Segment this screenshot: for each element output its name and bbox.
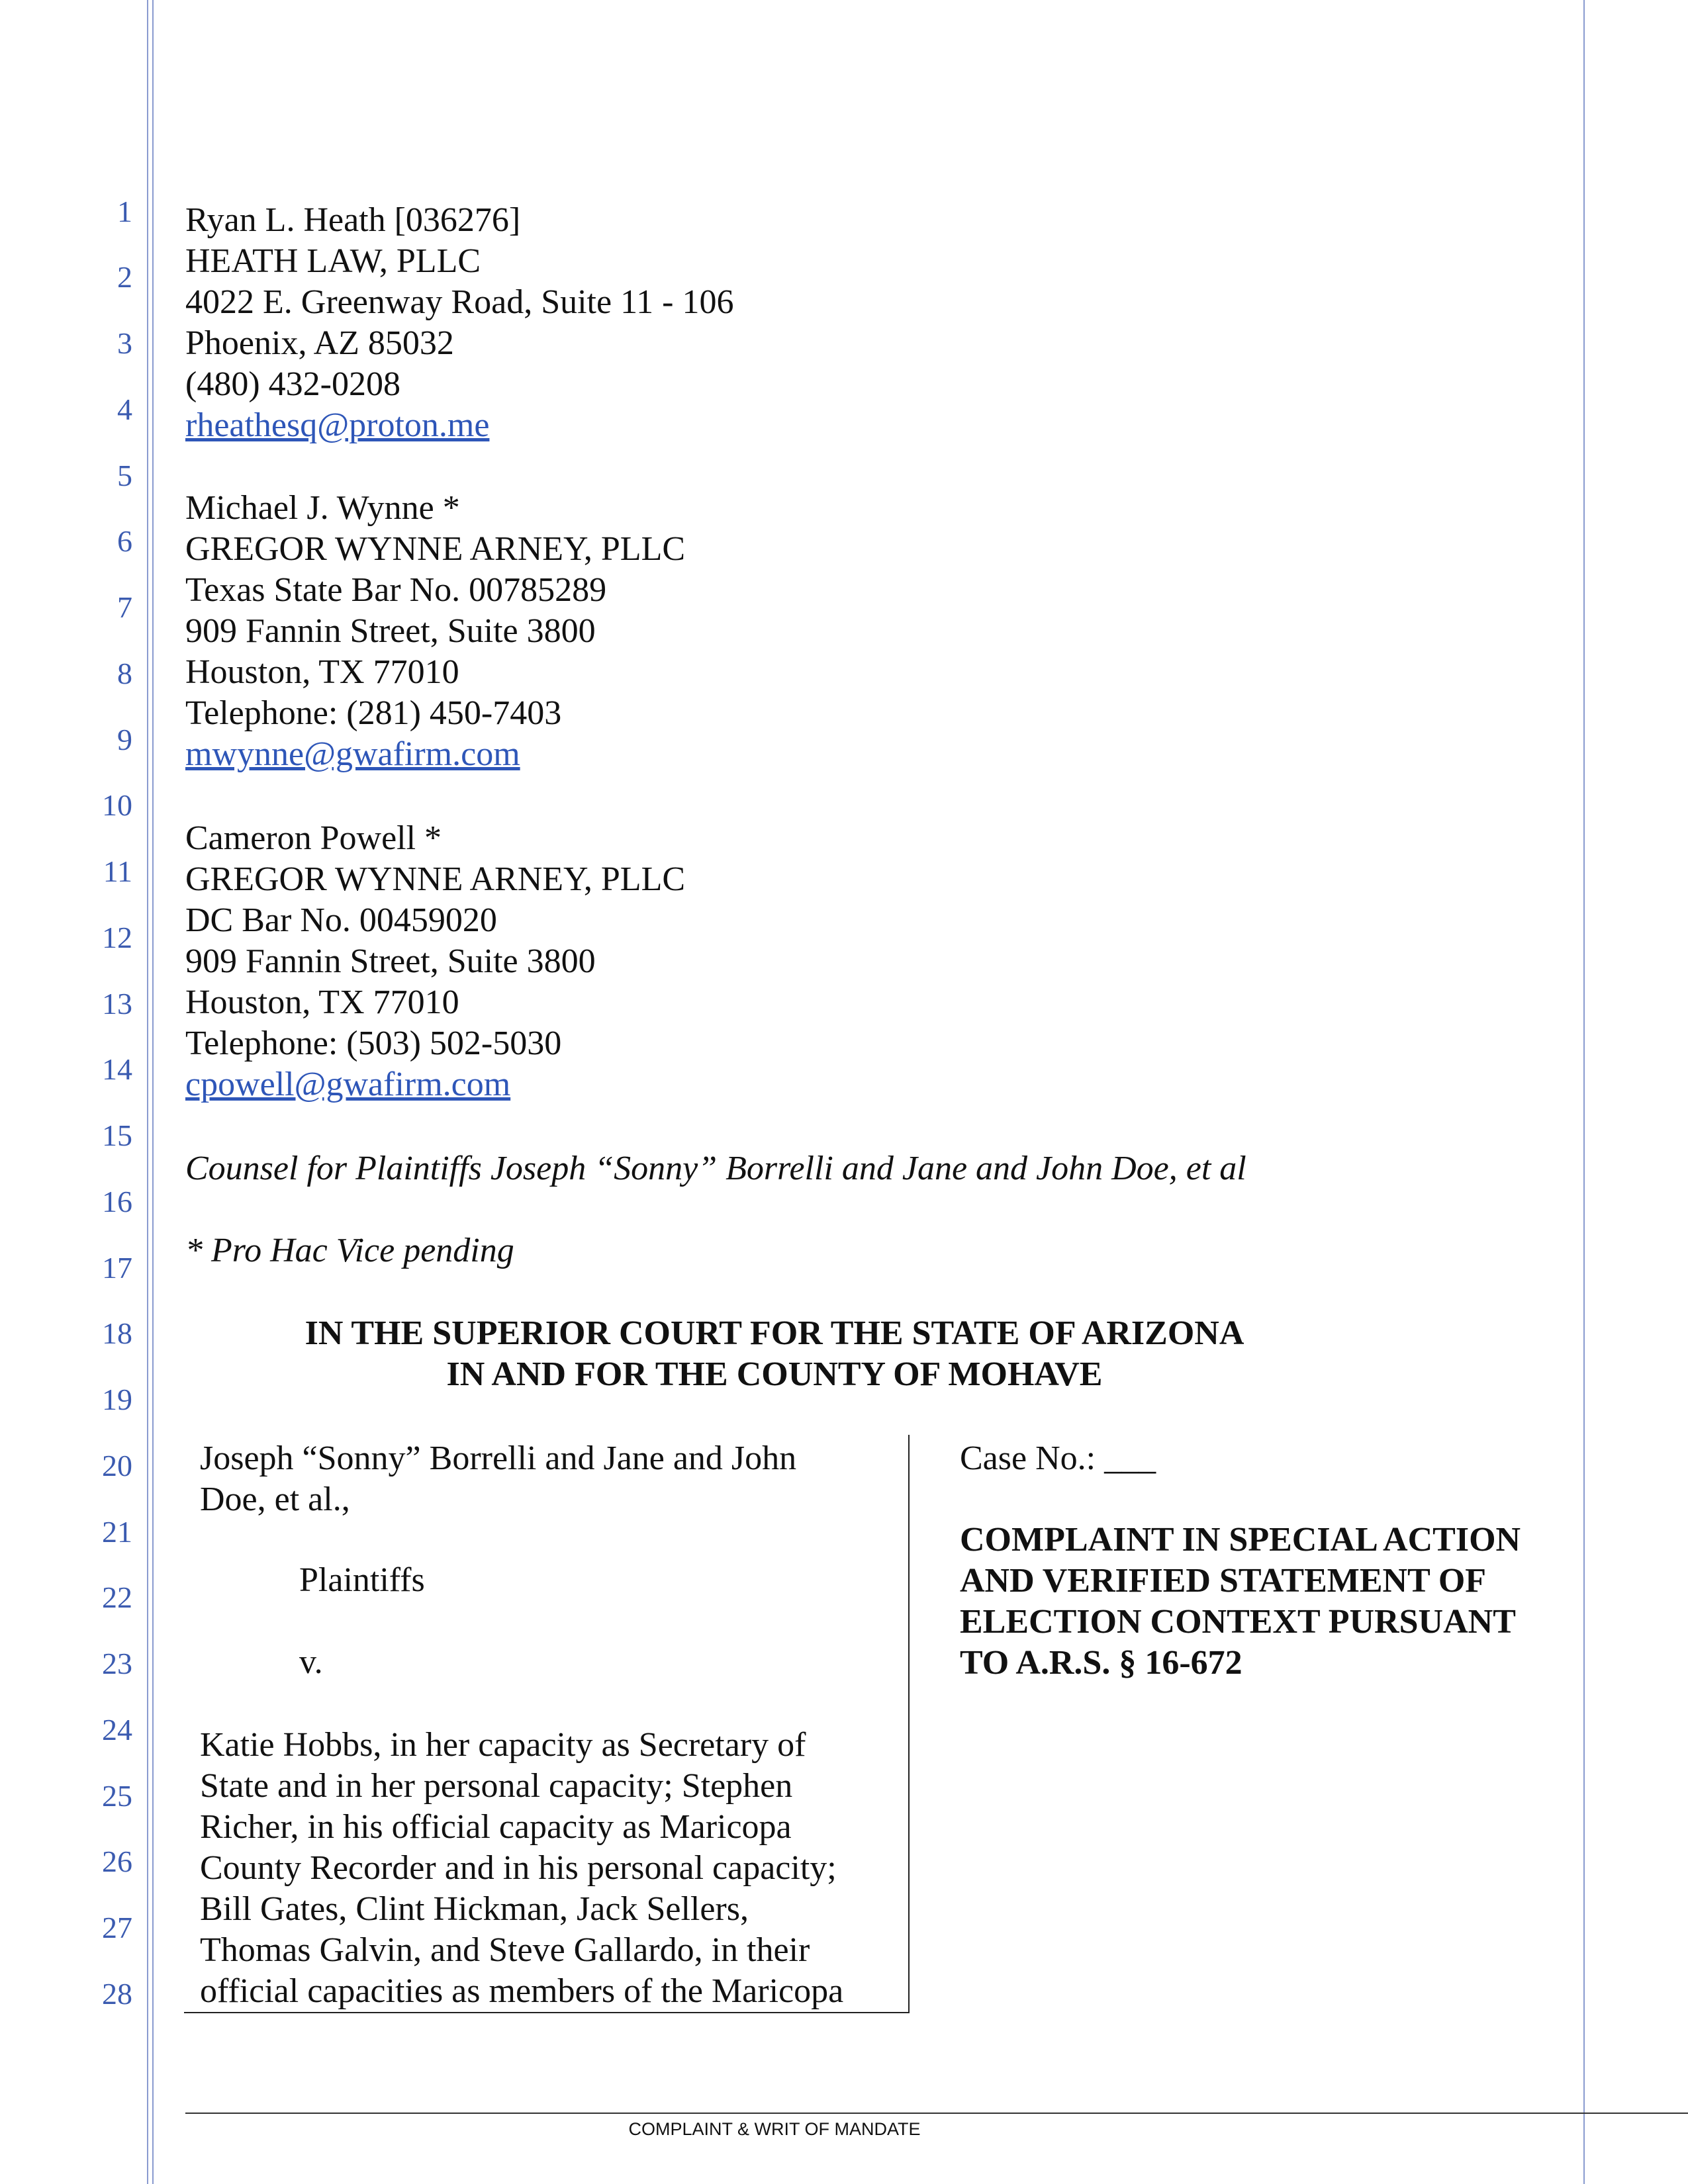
line-number: 6: [117, 524, 132, 558]
counsel-for-plaintiffs: Counsel for Plaintiffs Joseph “Sonny” Borrelli and Jane and John Doe, et al: [185, 1150, 1246, 1187]
line-number: 26: [102, 1844, 132, 1878]
line-number: 13: [102, 987, 132, 1021]
pro-hac-vice-note: * Pro Hac Vice pending: [185, 1232, 514, 1269]
document-title-line: TO A.R.S. § 16-672: [960, 1644, 1243, 1682]
counsel-name: Cameron Powell *: [185, 819, 442, 857]
line-number: 7: [117, 590, 132, 624]
counsel-phone: Telephone: (503) 502-5030: [185, 1024, 562, 1062]
page-footer: COMPLAINT & WRIT OF MANDATE: [628, 2119, 921, 2139]
counsel-email-link[interactable]: mwynne@gwafirm.com: [185, 735, 520, 773]
counsel-phone: Telephone: (281) 450-7403: [185, 694, 562, 732]
counsel-firm: HEATH LAW, PLLC: [185, 242, 481, 280]
left-margin-rule-outer: [147, 0, 148, 2184]
counsel-email-link[interactable]: cpowell@gwafirm.com: [185, 1066, 511, 1103]
counsel-city: Phoenix, AZ 85032: [185, 324, 454, 362]
defendants-line: State and in her personal capacity; Stephen: [200, 1767, 793, 1805]
court-heading: [185, 1313, 1364, 1395]
court-heading-line1: IN THE SUPERIOR COURT FOR THE STATE OF ARIZONA: [305, 1314, 1244, 1352]
line-number: 11: [103, 854, 132, 888]
line-number: 5: [117, 459, 132, 492]
counsel-address: 4022 E. Greenway Road, Suite 11 - 106: [185, 283, 734, 321]
defendants-line: Katie Hobbs, in her capacity as Secretary of: [200, 1726, 806, 1764]
line-numbers: [0, 0, 139, 2184]
line-number: 10: [102, 788, 132, 822]
counsel-name: Ryan L. Heath [036276]: [185, 201, 521, 239]
counsel-address: 909 Fannin Street, Suite 3800: [185, 612, 596, 650]
line-number: 14: [102, 1052, 132, 1086]
counsel-city: Houston, TX 77010: [185, 653, 459, 691]
line-number: 20: [102, 1449, 132, 1482]
document-title-line: AND VERIFIED STATEMENT OF: [960, 1562, 1487, 1600]
line-number: 15: [102, 1118, 132, 1152]
line-number: 28: [102, 1977, 132, 2011]
footer-divider: [185, 2113, 1688, 2114]
line-number: 22: [102, 1580, 132, 1614]
plaintiffs-names-line2: Doe, et al.,: [200, 1480, 350, 1518]
left-margin-rule-inner: [152, 0, 154, 2184]
defendants-line: Thomas Galvin, and Steve Gallardo, in their: [200, 1931, 810, 1969]
document-title-line: COMPLAINT IN SPECIAL ACTION: [960, 1521, 1521, 1559]
right-margin-rule: [1583, 0, 1585, 2184]
case-number: Case No.: ___: [960, 1439, 1156, 1477]
caption-defendants: [200, 1725, 843, 2012]
plaintiffs-names-line1: Joseph “Sonny” Borrelli and Jane and John: [200, 1439, 797, 1477]
line-number: 16: [102, 1185, 132, 1218]
court-heading-line2: IN AND FOR THE COUNTY OF MOHAVE: [446, 1355, 1103, 1393]
counsel-phone: (480) 432-0208: [185, 365, 400, 403]
line-number: 3: [117, 326, 132, 360]
defendants-line: official capacities as members of the Maricopa: [200, 1972, 844, 2010]
line-number: 18: [102, 1316, 132, 1350]
line-number: 21: [102, 1515, 132, 1549]
line-number: 2: [117, 260, 132, 294]
counsel-block-wynne: [185, 488, 685, 775]
counsel-block-heath: [185, 200, 733, 446]
counsel-bar-number: DC Bar No. 00459020: [185, 901, 497, 939]
line-number: 12: [102, 921, 132, 954]
document-title: [960, 1520, 1521, 1684]
line-number: 25: [102, 1779, 132, 1813]
counsel-block-powell: [185, 818, 685, 1105]
counsel-firm: GREGOR WYNNE ARNEY, PLLC: [185, 530, 686, 568]
line-number: 19: [102, 1383, 132, 1416]
line-number: 23: [102, 1647, 132, 1680]
defendants-line: County Recorder and in his personal capacity;: [200, 1849, 837, 1887]
counsel-address: 909 Fannin Street, Suite 3800: [185, 942, 596, 980]
counsel-firm: GREGOR WYNNE ARNEY, PLLC: [185, 860, 686, 898]
defendants-line: Richer, in his official capacity as Maricopa: [200, 1808, 792, 1846]
line-number: 8: [117, 657, 132, 690]
line-number: 17: [102, 1251, 132, 1285]
caption-plaintiffs: [200, 1438, 796, 1520]
counsel-bar-number: Texas State Bar No. 00785289: [185, 571, 607, 609]
defendants-line: Bill Gates, Clint Hickman, Jack Sellers,: [200, 1890, 749, 1928]
document-title-line: ELECTION CONTEXT PURSUANT: [960, 1603, 1516, 1641]
counsel-email-link[interactable]: rheathesq@proton.me: [185, 406, 490, 444]
line-number: 9: [117, 723, 132, 756]
versus-label: v.: [299, 1643, 323, 1681]
line-number: 4: [117, 392, 132, 426]
line-number: 27: [102, 1911, 132, 1944]
line-number: 1: [117, 195, 132, 228]
plaintiffs-label: Plaintiffs: [299, 1561, 425, 1599]
counsel-name: Michael J. Wynne *: [185, 489, 460, 527]
line-number: 24: [102, 1713, 132, 1747]
counsel-city: Houston, TX 77010: [185, 983, 459, 1021]
